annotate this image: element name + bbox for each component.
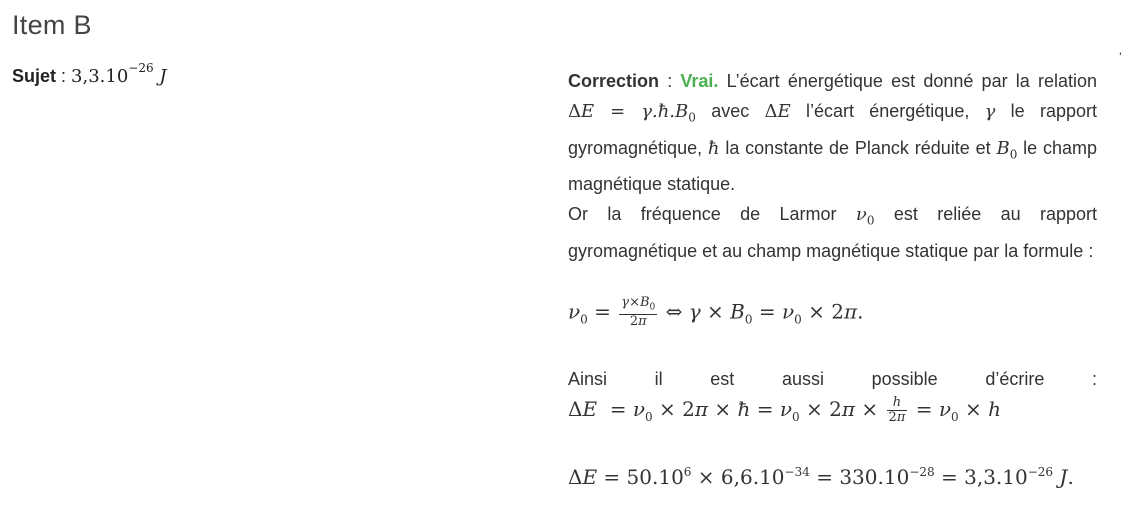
correction-block (568, 66, 1097, 492)
correction-paragraph-3: Ainsi il est aussi possible d’écrire : (568, 369, 1097, 390)
item-title: Item B (12, 10, 92, 40)
numerical-result: $\Delta E = 50.10^6 \times 6,6.10^{-34} = 330.10^{-28} = 3,3.10^{-26}$ J. (568, 465, 1074, 490)
subject-label: Sujet (12, 66, 57, 86)
subject-separator: : (56, 66, 72, 86)
subject-line (12, 61, 167, 87)
correction-paragraph-1: Correction : Vrai. L’écart énergétique est donné par la relation $\Delta E = \gamma.ħ.B_0$ avec ΔE l’écart énergétique, γ le rapport gyromagnétique, ħ la constante de Planck réduite et $B_0$ le champ magnétique statique. (568, 71, 1098, 195)
subject-value: $3,3.10^{-26}$ J (71, 61, 167, 87)
larmor-equation: $\nu_0$ = $\frac{\gamma\times B_0}{2\pi}$ ⇔ $\gamma \times B_0 = \nu_0 \times 2\pi$. (568, 294, 864, 330)
formula-energy: $\Delta E = \gamma.ħ.B_0$ (568, 101, 696, 125)
margin-mark: ’ (1119, 50, 1122, 64)
correction-label: Correction (568, 71, 660, 91)
verdict-badge: Vrai. (680, 71, 719, 91)
fraction: $\frac{\gamma\times B_0}{2\pi}$ (621, 294, 656, 330)
correction-paragraph-2: Or la fréquence de Larmor $\nu_0$ est reliée au rapport gyromagnétique et au champ magnétique statique par la formule : (568, 204, 1098, 261)
energy-derivation: $\Delta E = \nu_0 \times 2\pi$ × ħ = $\nu_0 \times 2\pi$ × $\frac{h}{2\pi}$ = $\nu_0 \times h$ (568, 395, 1002, 426)
